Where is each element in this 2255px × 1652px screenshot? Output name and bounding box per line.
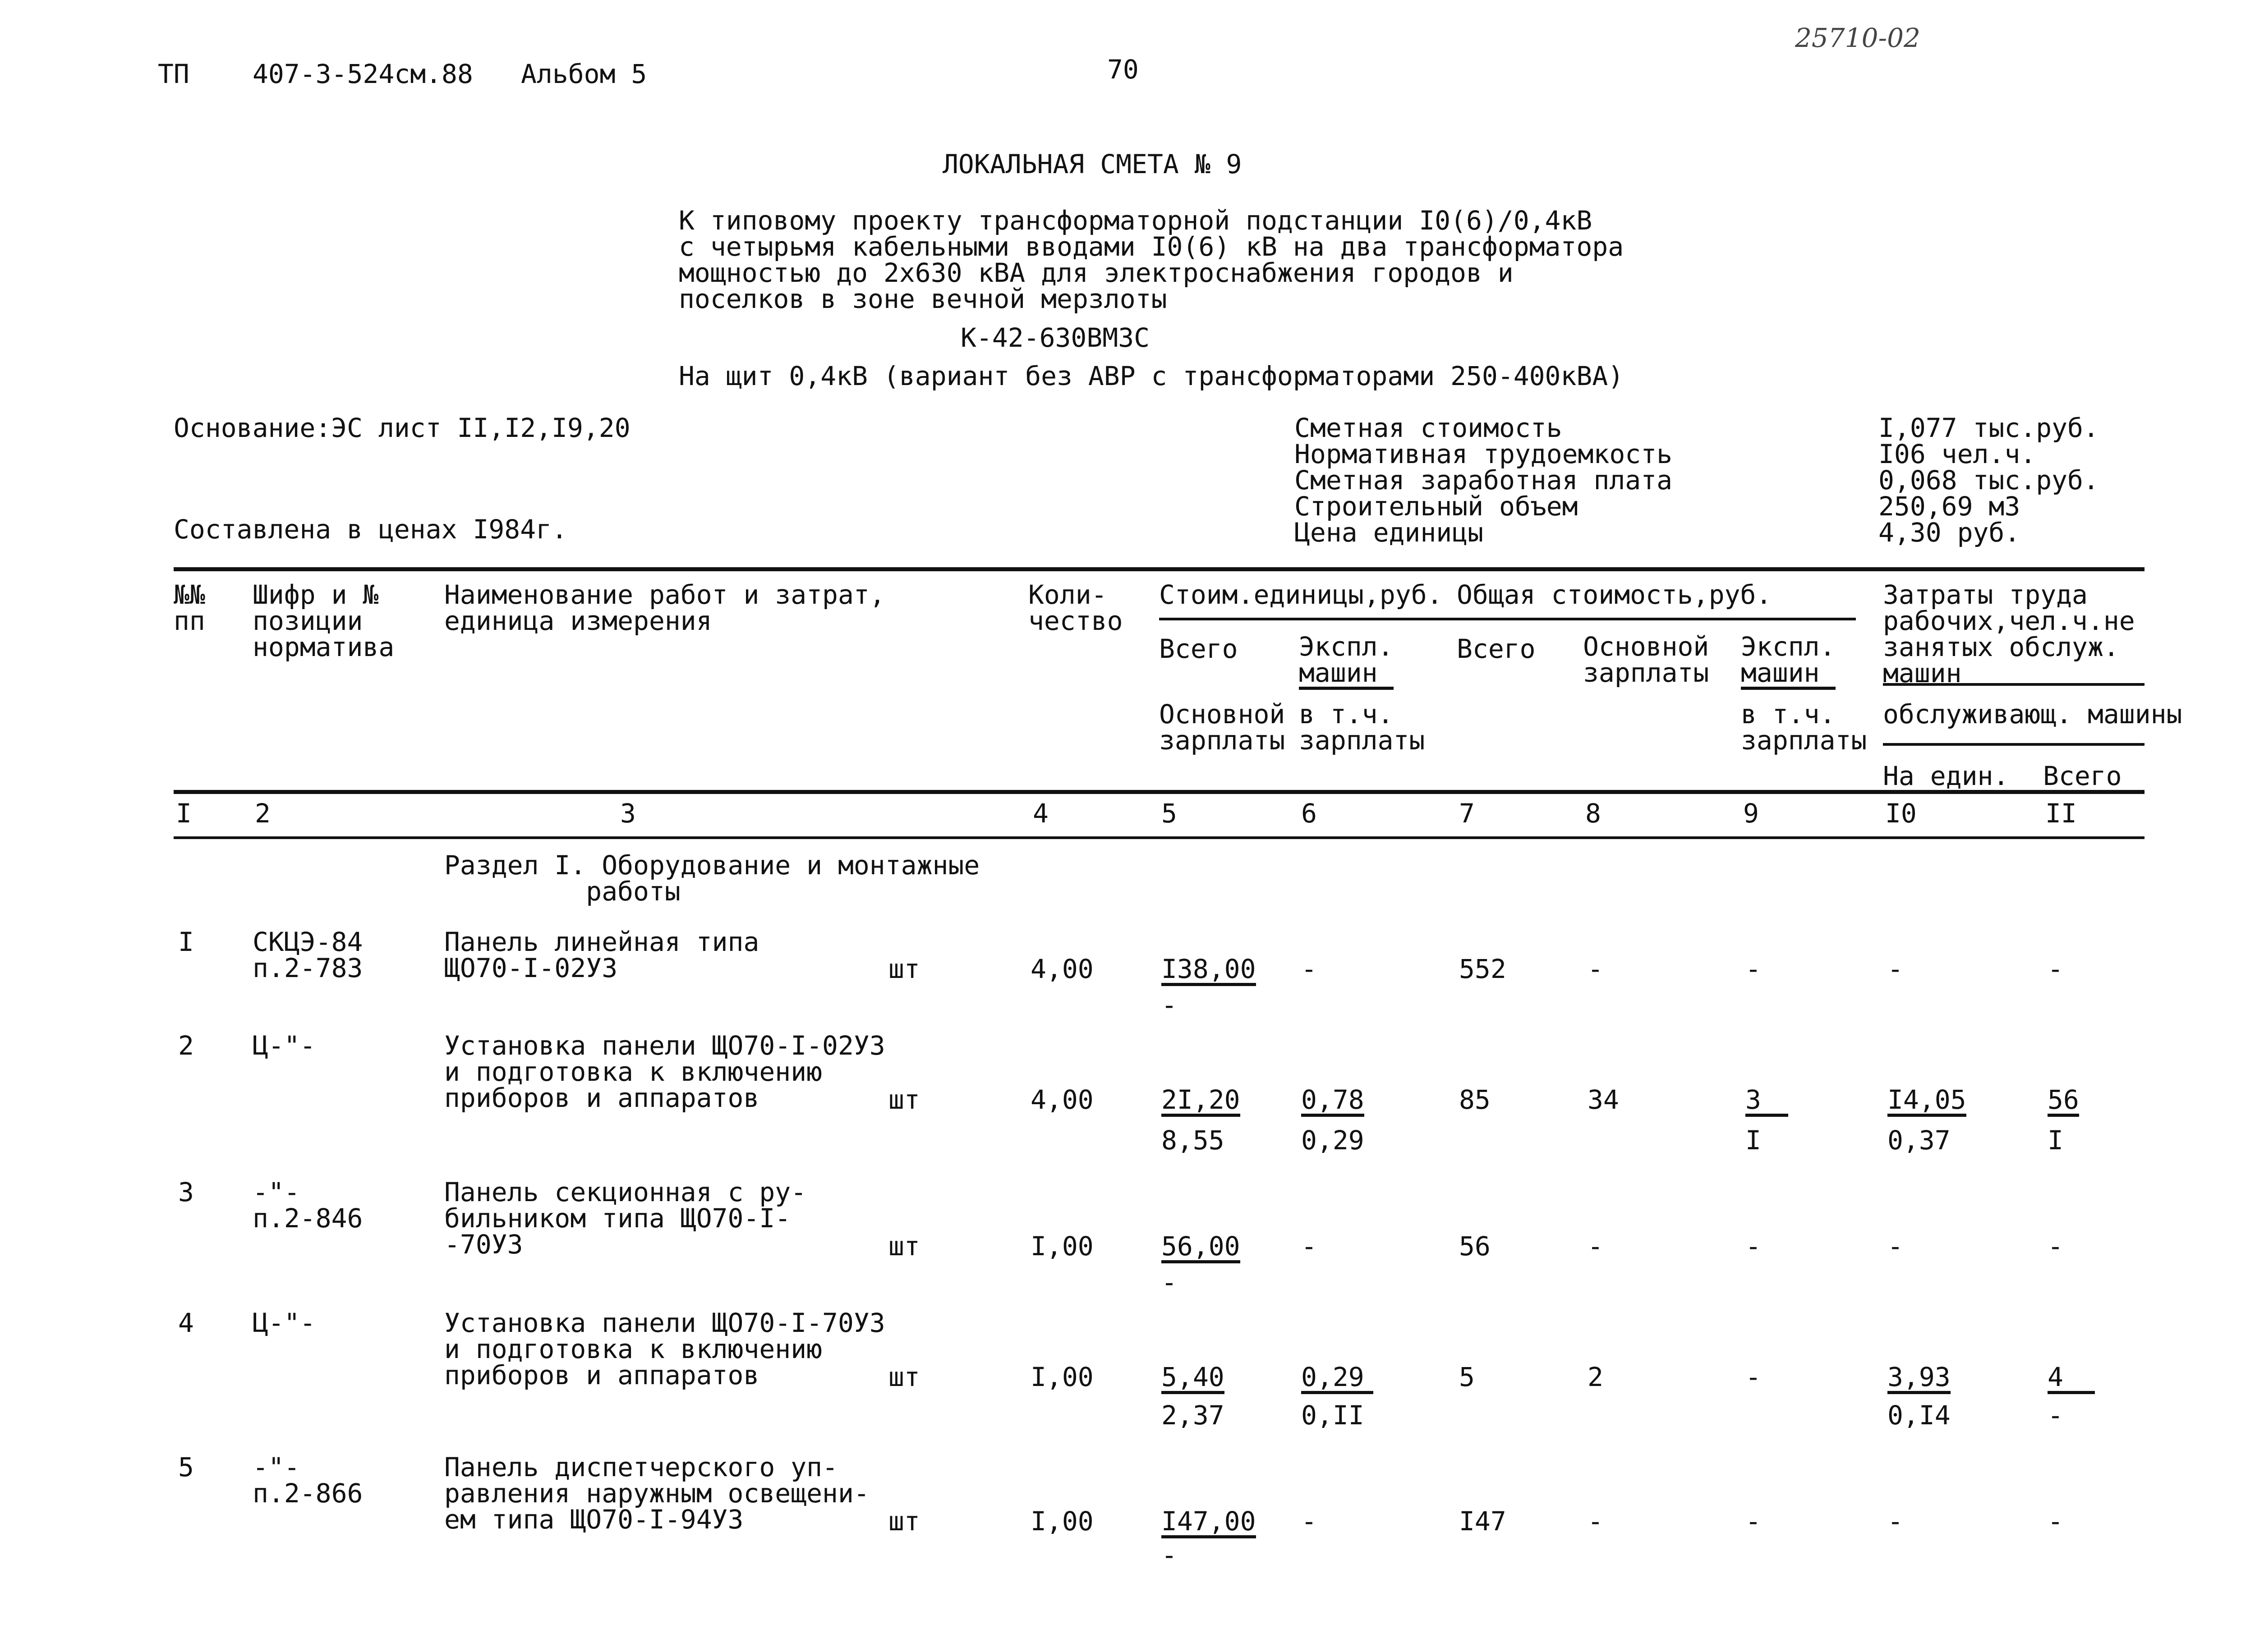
table-top-rule: [174, 567, 2145, 571]
col-header-qty: Коли- чество: [1028, 579, 1123, 636]
row-4-unit-cost-total: 5,40: [1161, 1364, 1224, 1394]
row-5-unit-cost-wages: -: [1161, 1540, 1177, 1570]
row-4-labor-total-machines: -: [2048, 1400, 2063, 1431]
labor-header-rule-1: [1883, 683, 2145, 686]
column-number: 3: [620, 798, 636, 829]
row-5-unit-cost-machines: -: [1301, 1506, 1317, 1537]
row-2-labor-unit-machines: 0,37: [1887, 1125, 1951, 1156]
col-header-8: Основной зарплаты: [1583, 631, 1709, 688]
row-1-unit-cost-machines: -: [1301, 954, 1317, 984]
row-1-code: СКЦЭ-84 п.2-783: [253, 927, 363, 983]
col-header-9-bottom: в т.ч. зарплаты: [1741, 699, 1867, 756]
row-4-total-cost: 5: [1459, 1362, 1475, 1392]
row-3-unit-cost-wages: -: [1161, 1267, 1177, 1298]
row-1-total-machines: -: [1745, 954, 1761, 984]
col-header-unit-cost: Стоим.единицы,руб.: [1159, 579, 1443, 610]
document-heading: ЛОКАЛЬНАЯ СМЕТА № 9: [943, 149, 1242, 179]
row-1-unit: шт: [888, 954, 920, 984]
row-1-unit-cost-wages: -: [1161, 990, 1177, 1020]
doc-series: ТП: [158, 59, 189, 89]
page-number: 70: [1107, 54, 1139, 85]
row-5-total-machines: -: [1745, 1506, 1761, 1537]
column-numbers-rule: [174, 836, 2145, 839]
album-label: Альбом 5: [521, 59, 647, 89]
row-3-total-machines: -: [1745, 1231, 1761, 1262]
col-header-labor-machines: обслуживающ. машины: [1883, 699, 2182, 730]
col-header-name: Наименование работ и затрат, единица измерения: [444, 579, 885, 636]
col-header-5-bottom: Основной зарплаты: [1159, 699, 1285, 756]
row-2-unit: шт: [888, 1084, 920, 1115]
row-2-qty: 4,00: [1031, 1084, 1094, 1115]
row-4-unit: шт: [888, 1362, 920, 1392]
col-header-6-top: Экспл. машин: [1299, 633, 1394, 690]
row-4-name: Установка панели ЩО70-I-70У3 и подготовка к включению приборов и аппаратов: [444, 1308, 885, 1390]
row-2-total-wages: 34: [1588, 1084, 1619, 1115]
row-2-unit-cost-machine-wages: 0,29: [1301, 1125, 1364, 1156]
row-2-name: Установка панели ЩО70-I-02У3 и подготовка к включению приборов и аппаратов: [444, 1030, 885, 1113]
row-2-num: 2: [178, 1030, 194, 1061]
row-5-code: -"- п.2-866: [253, 1452, 363, 1509]
handwritten-number: 25710-02: [1795, 23, 1920, 53]
price-base-note: Составлена в ценах I984г.: [174, 514, 567, 545]
row-2-labor-unit: I4,05: [1887, 1087, 1966, 1117]
col-header-11: Всего: [2043, 761, 2122, 791]
row-5-unit-cost-total: I47,00: [1161, 1508, 1256, 1538]
row-4-unit-cost-machines: 0,29: [1301, 1364, 1373, 1394]
row-3-name: Панель секционная с ру- бильником типа ЩО70-I- -70У3: [444, 1177, 807, 1260]
summary-labels: Сметная стоимость Нормативная трудоемкость Сметная заработная плата Строительный объем Цена единицы: [1294, 413, 1673, 548]
row-4-labor-total: 4: [2048, 1364, 2095, 1394]
row-4-total-wages: 2: [1588, 1362, 1603, 1392]
basis-note: Основание:ЭС лист II,I2,I9,20: [174, 413, 630, 443]
row-4-qty: I,00: [1031, 1362, 1094, 1392]
col-header-num: №№ пп: [174, 579, 205, 636]
row-1-qty: 4,00: [1031, 954, 1094, 984]
row-2-total-machine-wages: I: [1745, 1125, 1761, 1156]
col-header-labor: Затраты труда рабочих,чел.ч.не занятых обслуж. машин: [1883, 579, 2135, 688]
column-number: 2: [255, 798, 271, 829]
row-3-labor-unit: -: [1887, 1231, 1903, 1262]
header-bottom-rule: [174, 790, 2145, 794]
row-3-total-cost: 56: [1459, 1231, 1491, 1262]
row-1-total-cost: 552: [1459, 954, 1506, 984]
column-number: 7: [1459, 798, 1475, 829]
row-4-unit-cost-wages: 2,37: [1161, 1400, 1224, 1431]
col-header-5-top: Всего: [1159, 633, 1238, 664]
column-number: 4: [1033, 798, 1049, 829]
row-2-total-cost: 85: [1459, 1084, 1491, 1115]
row-3-unit-cost-total: 56,00: [1161, 1233, 1240, 1263]
project-code: 407-3-524см.88: [253, 59, 473, 89]
row-4-total-machines: -: [1745, 1362, 1761, 1392]
row-1-name: Панель линейная типа ЩО70-I-02У3: [444, 927, 759, 983]
column-number: 6: [1301, 798, 1317, 829]
row-3-unit-cost-machines: -: [1301, 1231, 1317, 1262]
row-4-labor-unit-machines: 0,I4: [1887, 1400, 1951, 1431]
row-1-total-wages: -: [1588, 954, 1603, 984]
row-2-unit-cost-wages: 8,55: [1161, 1125, 1224, 1156]
project-code-title: К-42-630ВМЗС: [961, 322, 1150, 353]
row-5-qty: I,00: [1031, 1506, 1094, 1537]
row-3-num: 3: [178, 1177, 194, 1207]
row-1-unit-cost-total: I38,00: [1161, 956, 1256, 986]
col-header-7: Всего: [1457, 633, 1536, 664]
col-header-code: Шифр и № позиции норматива: [253, 579, 395, 662]
row-1-labor-unit: -: [1887, 954, 1903, 984]
col-header-6-bottom: в т.ч. зарплаты: [1299, 699, 1425, 756]
column-number: 8: [1585, 798, 1601, 829]
labor-header-rule-2: [1883, 743, 2145, 746]
row-4-unit-cost-machine-wages: 0,II: [1301, 1400, 1364, 1431]
row-2-labor-total-machines: I: [2048, 1125, 2063, 1156]
row-1-num: I: [178, 927, 194, 957]
project-description: К типовому проекту трансформаторной подстанции I0(6)/0,4кВ с четырьмя кабельными вводами I0(6) кВ на два трансформатора мощностью до 2х630 кВА для электроснабжения городов и поселков в зоне вечной мерзлоты: [679, 205, 1624, 314]
row-3-labor-total: -: [2048, 1231, 2063, 1262]
row-3-code: -"- п.2-846: [253, 1177, 363, 1234]
row-3-qty: I,00: [1031, 1231, 1094, 1262]
row-5-num: 5: [178, 1452, 194, 1482]
row-4-code: Ц-"-: [253, 1308, 316, 1338]
row-5-labor-total: -: [2048, 1506, 2063, 1537]
col-header-10: На един.: [1883, 761, 2009, 791]
row-5-total-wages: -: [1588, 1506, 1603, 1537]
summary-values: I,077 тыс.руб. I06 чел.ч. 0,068 тыс.руб. 250,69 м3 4,30 руб.: [1878, 413, 2099, 548]
row-2-code: Ц-"-: [253, 1030, 316, 1061]
row-2-total-machines: 3: [1745, 1087, 1788, 1117]
row-2-unit-cost-machines: 0,78: [1301, 1087, 1364, 1117]
column-number: 9: [1743, 798, 1759, 829]
column-number: I: [176, 798, 192, 829]
row-5-total-cost: I47: [1459, 1506, 1506, 1537]
row-4-num: 4: [178, 1308, 194, 1338]
estimate-subtitle: На щит 0,4кВ (вариант без АВР с трансформаторами 250-400кВА): [679, 361, 1624, 391]
row-2-labor-total: 56: [2048, 1087, 2079, 1117]
row-2-unit-cost-total: 2I,20: [1161, 1087, 1240, 1117]
col-header-9-top: Экспл. машин: [1741, 633, 1836, 690]
column-number: II: [2045, 798, 2077, 829]
row-5-unit: шт: [888, 1506, 920, 1537]
row-1-labor-total: -: [2048, 954, 2063, 984]
row-3-unit: шт: [888, 1231, 920, 1262]
section-heading: Раздел I. Оборудование и монтажные работы: [444, 850, 980, 907]
cost-header-rule: [1159, 618, 1856, 620]
row-3-total-wages: -: [1588, 1231, 1603, 1262]
row-5-labor-unit: -: [1887, 1506, 1903, 1537]
column-number: 5: [1161, 798, 1177, 829]
column-number: I0: [1885, 798, 1917, 829]
row-4-labor-unit: 3,93: [1887, 1364, 1951, 1394]
row-5-name: Панель диспетчерского уп- равления наружным освещени- ем типа ЩО70-I-94У3: [444, 1452, 870, 1535]
col-header-total-cost: Общая стоимость,руб.: [1457, 579, 1772, 610]
